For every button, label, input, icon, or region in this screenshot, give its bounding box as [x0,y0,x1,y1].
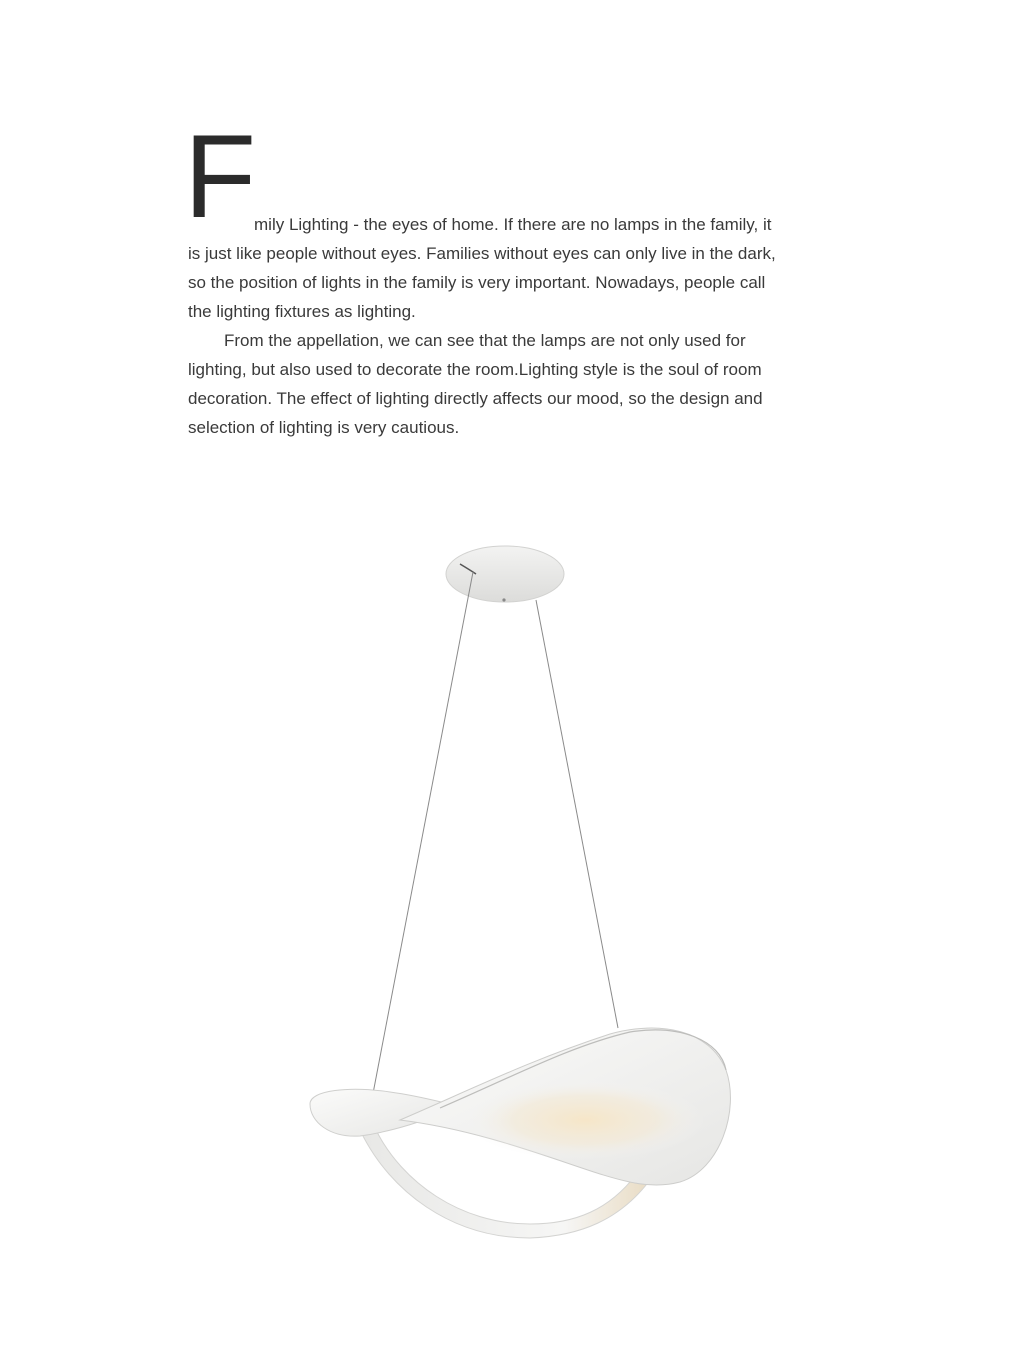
suspension-wire-left [366,572,473,1130]
article-body [188,210,860,442]
lamp-light-glow [465,1080,705,1160]
paragraph-1-line-4: the lighting fixtures as lighting. [188,302,416,321]
suspension-wire-right [536,600,618,1028]
paragraph-1-line-1: mily Lighting - the eyes of home. If there are no lamps in the family, it [254,215,772,234]
paragraph-2-line-3: decoration. The effect of lighting directly affects our mood, so the design and [188,389,763,408]
paragraph-2-line-1: From the appellation, we can see that the lamps are not only used for [224,331,746,350]
drop-cap: F [184,111,255,243]
paragraph-1-line-3: so the position of lights in the family is very important. Nowadays, people call [188,273,766,292]
ceiling-canopy [446,546,564,602]
pendant-lamp-illustration [280,530,760,1260]
paragraph-2-line-2: lighting, but also used to decorate the room.Lighting style is the soul of room [188,360,762,379]
paragraph-1-line-2: is just like people without eyes. Families without eyes can only live in the dark, [188,244,776,263]
paragraph-2-line-4: selection of lighting is very cautious. [188,418,460,437]
